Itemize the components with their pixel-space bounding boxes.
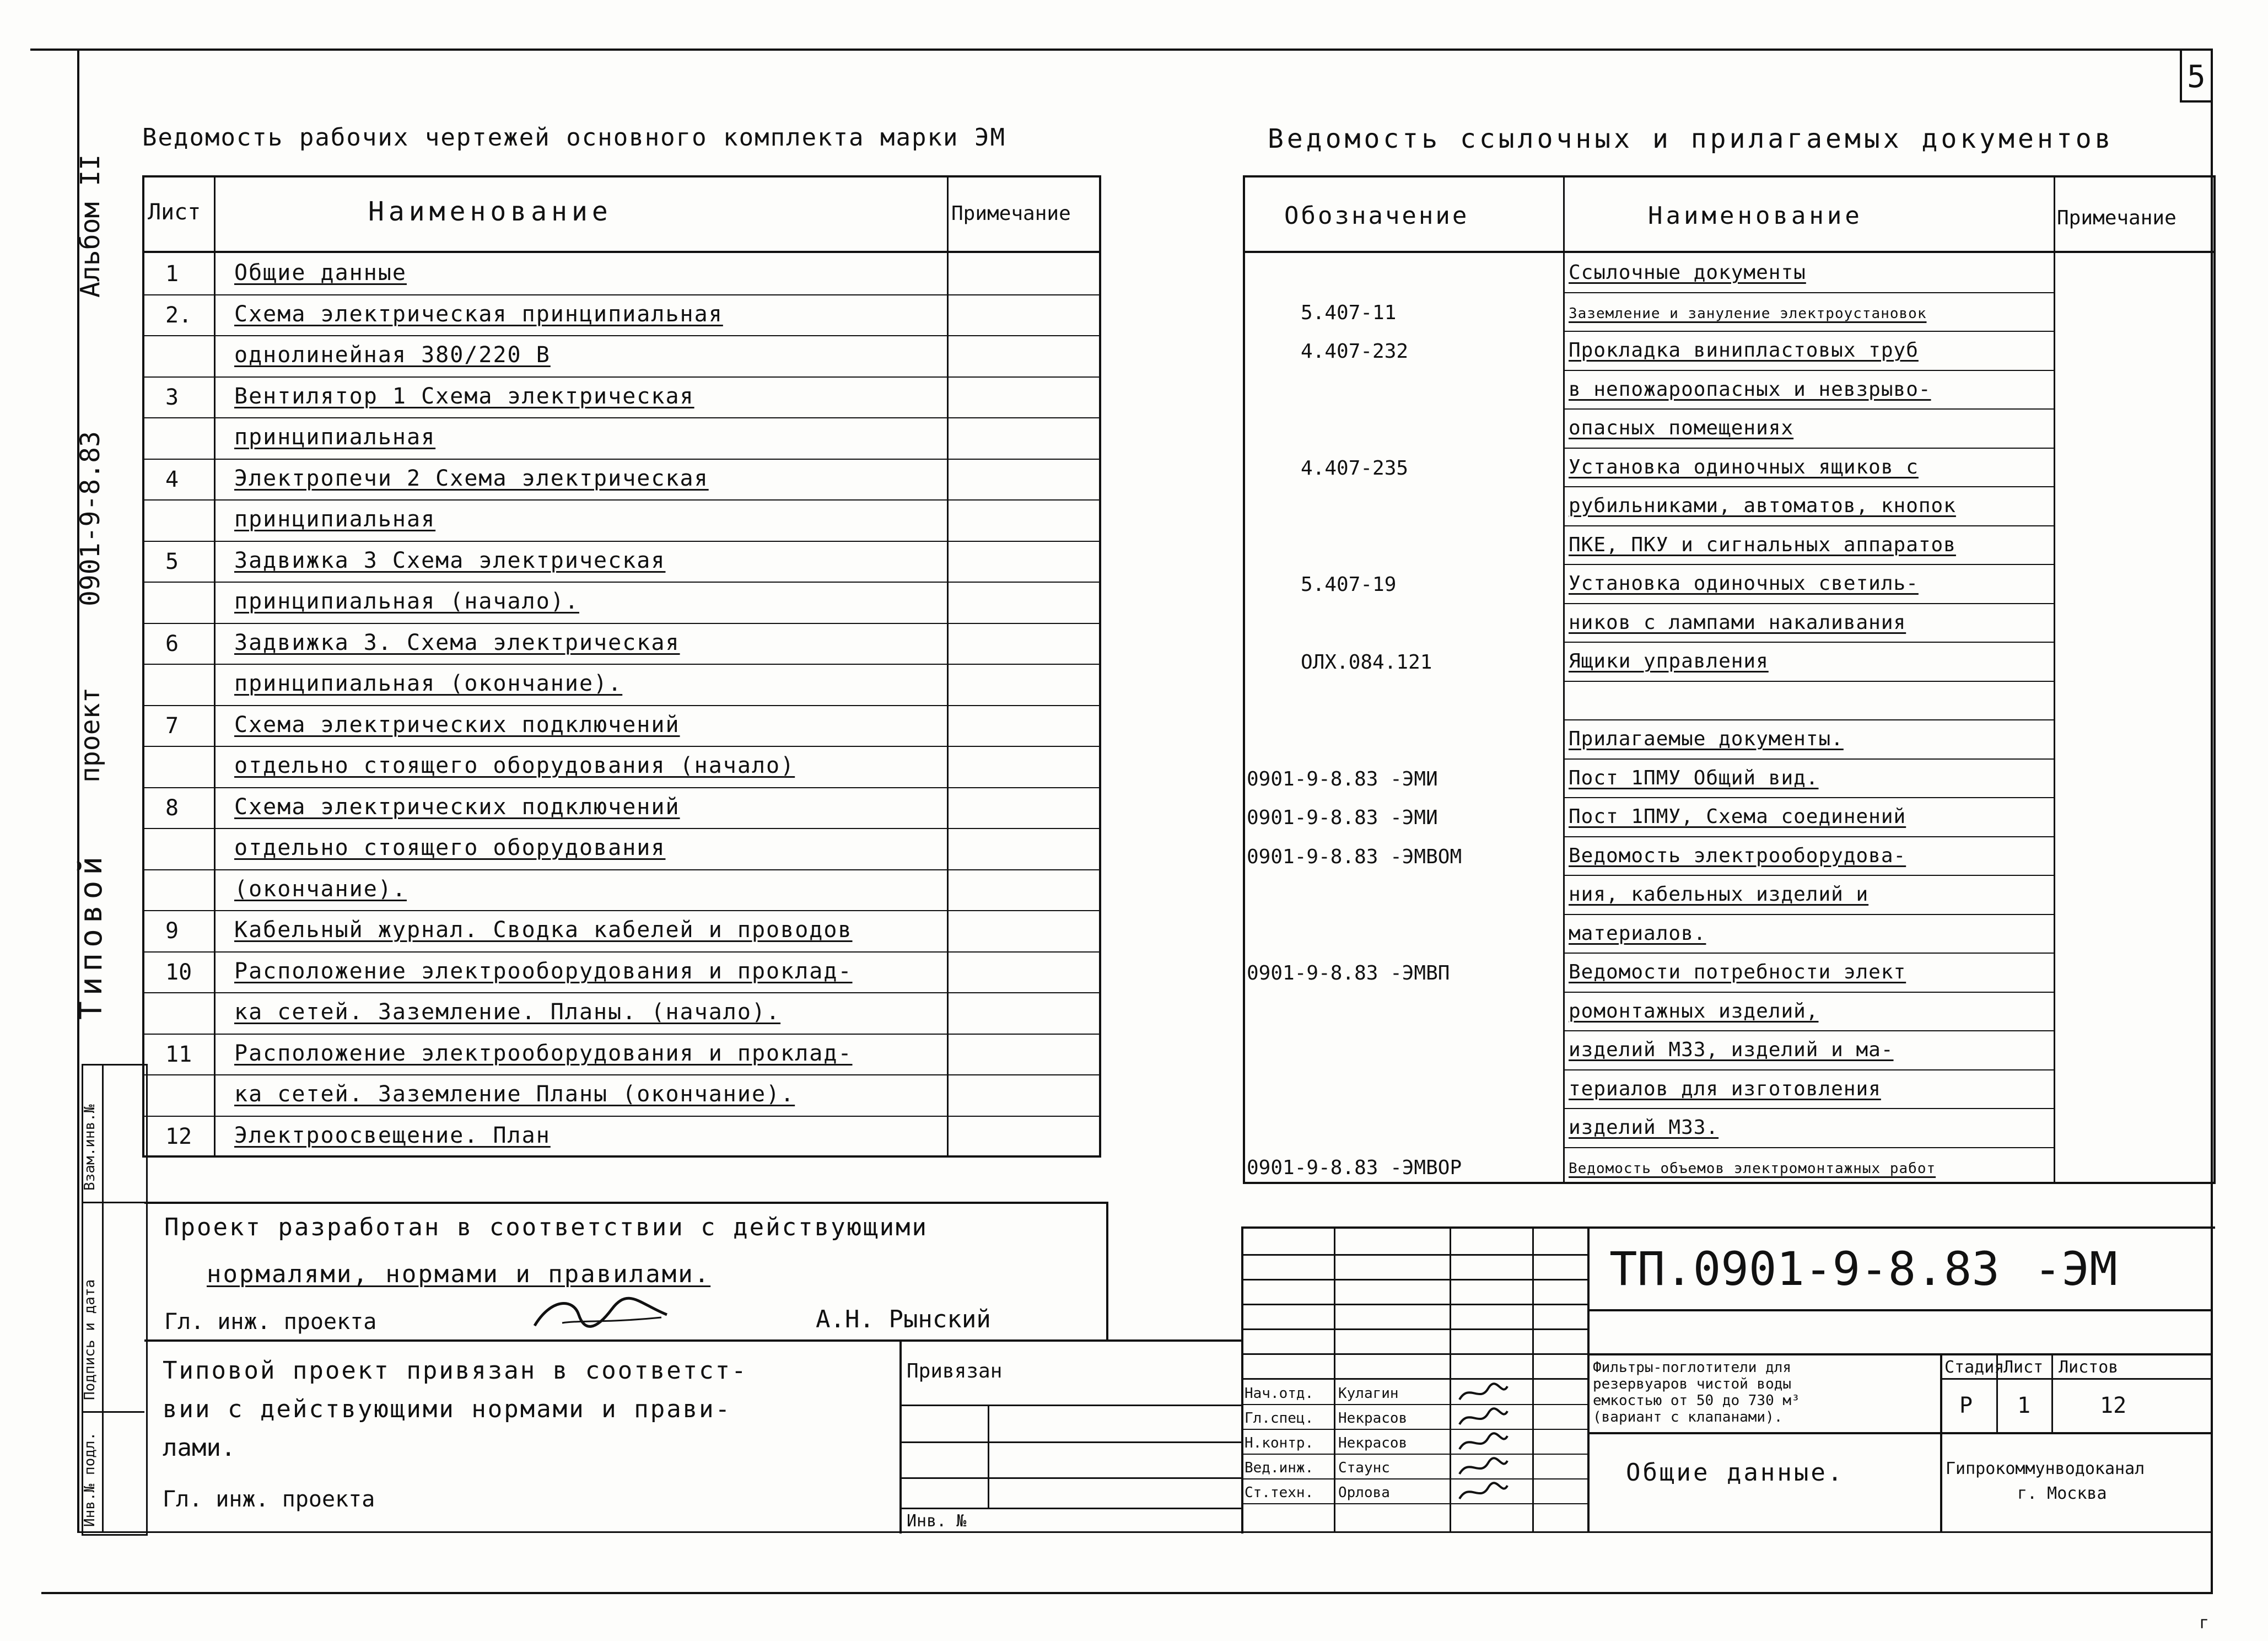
right-row-text: ния, кабельных изделий и (1569, 883, 1869, 906)
right-row-line (1563, 914, 2054, 915)
tb-stage-header: Стадия (1944, 1358, 2005, 1377)
right-row-text: Пост 1ПМУ Общий вид. (1569, 766, 1819, 789)
left-row-line (142, 1116, 1101, 1117)
right-row-line (1563, 448, 2054, 449)
right-row-code: 5.407-19 (1301, 573, 1397, 596)
left-row-text: отдельно стоящего оборудования (начало) (234, 753, 795, 778)
tb-role-line (1241, 1454, 1587, 1455)
tb-sheet-header: Лист (2003, 1358, 2044, 1377)
tb-description-line: резервуаров чистой воды (1593, 1376, 1792, 1392)
margin-album: Альбом II (75, 154, 106, 298)
right-row-text: Установка одиночных светиль- (1569, 572, 1919, 595)
tb-role: Ст.техн. (1245, 1484, 1314, 1501)
left-row-text: принципиальная (234, 507, 436, 532)
right-row-line (1563, 564, 2054, 565)
left-row-num: 9 (165, 918, 179, 944)
tb-role: Вед.инж. (1245, 1460, 1314, 1476)
tb-role-line (1241, 1478, 1587, 1479)
left-row-num: 6 (165, 631, 179, 657)
left-row-num: 2. (165, 302, 192, 328)
stamp-label-3: Инв.№ подл. (82, 1432, 98, 1527)
right-header-note: Примечание (2057, 207, 2177, 229)
left-row-text: (окончание). (234, 876, 407, 902)
stamp-div-3 (82, 1411, 144, 1413)
left-row-text: Общие данные (234, 260, 407, 286)
left-col-1 (214, 175, 216, 1158)
binding-note-chief-label: Гл. инж. проекта (163, 1487, 375, 1512)
right-header-line (1243, 251, 2216, 253)
right-row-code: 4.407-235 (1301, 456, 1409, 480)
right-header-name: Наименование (1648, 202, 1863, 230)
project-note-chief-name: А.Н. Рынский (816, 1305, 991, 1333)
right-row-line (1563, 836, 2054, 837)
left-row-text: Схема электрических подключений (234, 794, 680, 820)
right-row-line (1563, 1108, 2054, 1109)
binding-col-1 (988, 1405, 989, 1509)
right-row-text: Пост 1ПМУ, Схема соединений (1569, 805, 1906, 828)
left-row-text: Расположение электрооборудования и проклад- (234, 1040, 853, 1066)
left-row-text: ка сетей. Заземление. Планы. (начало). (234, 999, 781, 1025)
binding-line-4 (899, 1508, 1241, 1509)
right-row-line (1563, 603, 2054, 604)
right-row-text: Ссылочные документы (1569, 261, 1806, 284)
tb-role-line (1241, 1503, 1587, 1504)
tb-code: ТП.0901-9-8.83 (1609, 1242, 2000, 1296)
binding-note-line2: вии с действующими нормами и прави- (163, 1395, 732, 1423)
tb-role: Н.контр. (1245, 1435, 1314, 1451)
left-row-text: Электроосвещение. План (234, 1122, 551, 1148)
right-col-2 (2054, 175, 2055, 1184)
left-row-text: Электропечи 2 Схема электрическая (234, 465, 709, 491)
right-row-text: рубильниками, автоматов, кнопок (1569, 494, 1956, 517)
tb-role-signature (1455, 1480, 1510, 1504)
right-row-code: 0901-9-8.83 -ЭМИ (1247, 767, 1438, 790)
tb-role-signature (1455, 1455, 1510, 1479)
right-row-line (1563, 719, 2054, 720)
left-row-line (142, 869, 1101, 870)
tb-sheet: 1 (2017, 1393, 2031, 1418)
left-row-line (142, 1074, 1101, 1075)
right-row-text: ромонтажных изделий, (1569, 999, 1819, 1023)
right-row-code: 0901-9-8.83 -ЭМВОМ (1247, 845, 1462, 868)
right-sheet-title: Ведомость ссылочных и прилагаемых документов (1268, 123, 2114, 154)
tb-role-signature (1455, 1430, 1510, 1455)
left-row-line (142, 787, 1101, 788)
tb-role-name: Некрасов (1338, 1410, 1408, 1427)
left-row-line (142, 499, 1101, 501)
left-row-line (142, 582, 1101, 583)
right-row-text: Заземление и зануление электроустановок (1569, 305, 1927, 322)
binding-line-1 (899, 1405, 1241, 1406)
binding-top-line (144, 1339, 899, 1342)
left-row-text: однолинейная 380/220 В (234, 342, 551, 368)
right-row-code: 5.407-11 (1301, 301, 1397, 324)
right-row-line (1563, 486, 2054, 487)
right-row-text: материалов. (1569, 922, 1706, 945)
tb-role: Нач.отд. (1245, 1385, 1314, 1402)
right-row-text: ПКЕ, ПКУ и сигнальных аппаратов (1569, 533, 1956, 556)
tb-org-line1: Гипрокоммунводоканал (1946, 1459, 2145, 1478)
tb-description-line: Фильтры-поглотители для (1593, 1359, 1792, 1376)
tb-stage: Р (1959, 1393, 1973, 1418)
tb-role-signature (1455, 1381, 1510, 1405)
left-header-name: Наименование (368, 196, 612, 227)
right-row-line (1563, 370, 2054, 371)
left-row-num: 7 (165, 713, 179, 739)
left-row-line (142, 746, 1101, 747)
right-row-text: опасных помещениях (1569, 417, 1794, 439)
stamp-label-1: Взам.инв.№ (82, 1104, 98, 1191)
left-row-line (142, 417, 1101, 418)
right-row-line (1563, 1030, 2054, 1031)
left-row-text: Схема электрическая принципиальная (234, 301, 723, 327)
left-header-sheet: Лист (148, 200, 201, 225)
right-row-line (1563, 953, 2054, 954)
left-row-num: 12 (165, 1123, 192, 1149)
right-row-line (1563, 681, 2054, 682)
left-row-line (142, 951, 1101, 953)
right-row-line (1563, 758, 2054, 760)
page-number: 5 (2187, 59, 2206, 95)
tb-col-desc (1940, 1353, 1942, 1531)
right-row-line (1563, 1147, 2054, 1148)
right-row-code: 4.407-232 (1301, 340, 1409, 363)
left-row-line (142, 335, 1101, 336)
left-row-line (142, 828, 1101, 829)
right-row-code: 0901-9-8.83 -ЭМИ (1247, 806, 1438, 829)
frame-bottom (41, 1592, 2213, 1594)
right-row-line (1563, 525, 2054, 526)
tb-description-line: емкостью от 50 до 730 м³ (1593, 1392, 1800, 1409)
binding-line-2 (899, 1441, 1241, 1443)
tb-role-signature (1455, 1406, 1510, 1430)
right-row-text: Ведомость электрооборудова- (1569, 844, 1906, 867)
right-row-text: Установка одиночных ящиков с (1569, 455, 1919, 478)
left-row-num: 1 (165, 261, 179, 287)
binding-note-line1: Типовой проект привязан в соответст- (163, 1357, 748, 1385)
left-row-text: Вентилятор 1 Схема электрическая (234, 383, 694, 409)
right-row-text: Ведомость объемов электромонтажных работ (1569, 1160, 1936, 1177)
right-row-text: ников с лампами накаливания (1569, 611, 1906, 634)
right-row-text: Ящики управления (1569, 650, 1769, 672)
left-row-num: 3 (165, 384, 179, 410)
binding-label: Привязан (907, 1360, 1003, 1382)
right-header-designation: Обозначение (1284, 202, 1469, 230)
right-row-line (1563, 875, 2054, 876)
right-row-text: изделий МЗЗ, изделий и ма- (1569, 1039, 1894, 1061)
left-row-text: отдельно стоящего оборудования (234, 835, 666, 860)
left-row-text: Задвижка 3 Схема электрическая (234, 547, 666, 573)
right-row-text: Прилагаемые документы. (1569, 728, 1844, 750)
stamp-div-2 (82, 1202, 144, 1203)
right-row-line (1563, 292, 2054, 293)
left-row-text: Задвижка 3. Схема электрическая (234, 630, 680, 655)
right-row-line (1563, 1069, 2054, 1070)
right-row-text: в непожароопасных и невзрыво- (1569, 378, 1931, 401)
left-row-line (142, 705, 1101, 706)
project-note-line2: нормалями, нормами и правилами. (207, 1260, 711, 1288)
stamp-div-1 (102, 1064, 104, 1532)
tb-role-name: Кулагин (1338, 1385, 1399, 1402)
tb-doc-name: Общие данные. (1626, 1459, 1845, 1487)
left-row-line (142, 623, 1101, 624)
tb-role-line (1241, 1404, 1587, 1405)
left-row-text: принципиальная (234, 424, 436, 450)
left-header-note: Примечание (951, 202, 1071, 225)
stamp-label-2: Подпись и дата (82, 1279, 98, 1400)
project-note-chief-label: Гл. инж. проекта (164, 1309, 377, 1335)
left-row-num: 8 (165, 795, 179, 821)
left-row-text: Расположение электрооборудования и проклад- (234, 958, 853, 984)
tb-role: Гл.спец. (1245, 1410, 1314, 1427)
margin-typical: Типовой (73, 851, 109, 1020)
tb-mark: -ЭМ (2034, 1242, 2118, 1296)
margin-project-word: проект (75, 687, 106, 783)
project-note-line1: Проект разработан в соответствии с действующими (164, 1213, 929, 1241)
tb-sheets-header: Листов (2059, 1358, 2119, 1377)
left-row-text: Кабельный журнал. Сводка кабелей и проводов (234, 917, 853, 943)
left-row-line (142, 294, 1101, 295)
left-row-line (142, 541, 1101, 542)
left-row-num: 11 (165, 1041, 192, 1067)
right-row-text: изделий МЗЗ. (1569, 1116, 1719, 1139)
tb-role-name: Некрасов (1338, 1435, 1408, 1451)
left-row-line (142, 459, 1101, 460)
margin-project-code: 0901-9-8.83 (75, 431, 106, 606)
frame-top (30, 49, 2213, 51)
right-row-line (1563, 642, 2054, 643)
left-row-line (142, 376, 1101, 378)
right-row-line (1563, 408, 2054, 410)
right-row-text: Ведомости потребности элект (1569, 961, 1906, 983)
left-row-text: Схема электрических подключений (234, 712, 680, 738)
left-row-line (142, 992, 1101, 993)
right-row-line (1563, 992, 2054, 993)
right-sheet-table (1243, 175, 2216, 1184)
left-sheet-title: Ведомость рабочих чертежей основного комплекта марки ЭМ (142, 123, 1006, 152)
left-row-line (142, 1034, 1101, 1035)
left-header-line (142, 251, 1101, 253)
tb-code-bottom (1587, 1309, 2213, 1311)
left-col-2 (947, 175, 949, 1158)
left-row-line (142, 910, 1101, 911)
left-row-text: ка сетей. Заземление Планы (окончание). (234, 1082, 795, 1107)
right-row-line (1563, 331, 2054, 332)
right-row-text: териалов для изготовления (1569, 1077, 1881, 1100)
tb-desc-bottom (1587, 1353, 2213, 1355)
left-row-num: 4 (165, 466, 179, 492)
left-row-text: принципиальная (начало). (234, 589, 579, 614)
tb-sheets: 12 (2100, 1393, 2127, 1418)
binding-inv-label: Инв. № (907, 1511, 967, 1531)
tb-role-name: Орлова (1338, 1484, 1390, 1501)
left-row-text: принципиальная (окончание). (234, 671, 623, 696)
right-row-text: Прокладка винипластовых труб (1569, 339, 1919, 362)
binding-line-3 (899, 1477, 1241, 1479)
chief-signature (529, 1293, 672, 1337)
tb-stage-row (1587, 1432, 2213, 1434)
tb-role-line (1241, 1429, 1587, 1430)
right-row-code: 0901-9-8.83 -ЭМВП (1247, 962, 1450, 984)
right-row-line (1563, 797, 2054, 798)
binding-note-line3: лами. (163, 1434, 236, 1462)
right-row-code: 0901-9-8.83 -ЭМВОР (1247, 1156, 1462, 1179)
tb-role-name: Стаунс (1338, 1460, 1390, 1476)
left-row-num: 10 (165, 959, 192, 985)
right-col-1 (1563, 175, 1565, 1184)
left-row-line (142, 664, 1101, 665)
tb-org-line2: г. Москва (2017, 1484, 2107, 1503)
left-row-num: 5 (165, 548, 179, 574)
right-row-code: ОЛХ.084.121 (1301, 651, 1432, 674)
corner-mark: г (2199, 1613, 2210, 1633)
tb-description-line: (вариант с клапанами). (1593, 1409, 1783, 1425)
